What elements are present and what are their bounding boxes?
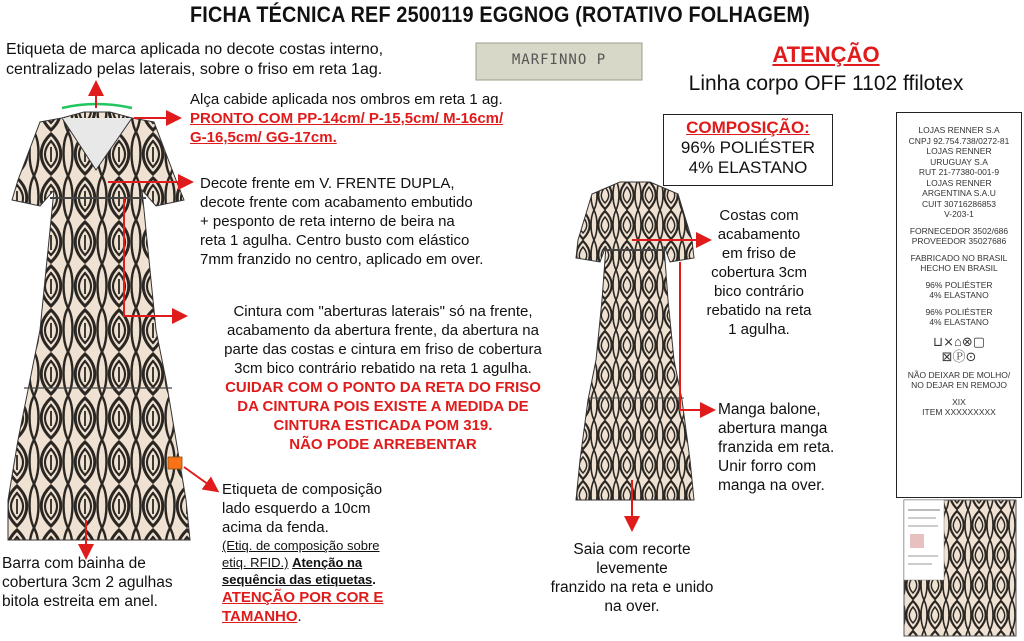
care-label-bottom [897,370,1021,418]
cintura-note: Cintura com "aberturas laterais" só na frente, acabamento da abertura frente, da abertura na parte das costas e cintura em friso de cobertura 3cm bico contrário rebatido na reta 1 agulha. CUIDAR COM O PONTO DA RETA DO FRISO DA CINTURA POIS EXISTE A MEDIDA DE CINTURA ESTICADA POM 319. NÃO PODE ARREBENTAR [224,303,542,453]
care-label-line: ARGENTINA S.A.U [922,188,996,198]
alca-note: Alça cabide aplicada nos ombros em reta 1 ag. PRONTO COM PP-14cm/ P-15,5cm/ M-16cm/ G-16,5cm/ GG-17cm. [190,91,504,146]
dress-front-illustration [8,104,190,540]
care-label [896,112,1022,498]
decote-note: Decote frente em V. FRENTE DUPLA, decote frente com acabamento embutido + pesponto de reta interno de beira na reta 1 agulha. Centro busto com elástico 7mm franzido no centro, aplicado em over. [200,175,484,268]
care-label-bottom-line: NÃO DEIXAR DE MOLHO/ [907,369,1011,380]
care-label-line: RUT 21-77380-001-9 [918,167,1000,177]
saia-note: Saia com recorte levemente franzido na reta e unido na over. [550,541,714,615]
no-bleach-icon: ⨯ [943,333,954,349]
care-label-line: 4% ELASTANO [929,317,989,327]
brand-tag-text: MARFINNO P [511,52,607,68]
etiqueta-composicao-note: Etiqueta de composição lado esquerdo a 10cm acima da fenda. (Etiq. de composição sobre etiq. RFID.) Atenção na sequência das etiquetas. ATENÇÃO POR COR E TAMANHO. [222,481,384,625]
care-label-line: HECHO EN BRASIL [920,263,998,273]
care-label-line: CUIT 30716286853 [921,198,997,209]
dress-back-illustration [576,182,694,500]
manga-note: Manga balone, abertura manga franzida em reta. Unir forro com manga na over. [718,401,835,494]
care-label-line: FABRICADO NO BRASIL [910,252,1008,263]
print-thumbnail [904,500,1016,636]
care-label-line: LOJAS RENNER S.A [918,125,1000,135]
composicao-box: COMPOSIÇÃO: 96% POLIÉSTER 4% ELASTANO [663,114,833,186]
care-label-line: CNPJ 92.754.738/0272-81 [908,135,1010,146]
care-label-lines [897,125,1021,328]
page-title: FICHA TÉCNICA REF 2500119 EGGNOG (ROTATIVO FOLHAGEM) [190,2,810,27]
care-label-line: LOJAS RENNER [926,146,992,156]
care-label-line: LOJAS RENNER [926,177,992,188]
costas-note: Costas com acabamento em friso de cobertura 3cm bico contrário rebatido na reta 1 agulha. [706,207,812,338]
tumble-icon: ⊙ [965,348,977,364]
care-label-bottom-line: XIX [952,396,966,407]
etiqueta-marca-note: Etiqueta de marca aplicada no decote costas interno, centralizado pelas laterais, sobre o friso em reta 1ag. [6,41,384,78]
care-label-line: 96% POLIÉSTER [925,306,993,317]
care-label-line: 96% POLIÉSTER [925,279,993,290]
no-tumble-icon: ⊠ [941,348,953,364]
composicao-title: COMPOSIÇÃO: [686,118,810,137]
care-label-bottom-line: ITEM XXXXXXXXX [922,407,996,417]
care-label-line: FORNECEDOR 3502/686 [909,225,1009,236]
wash-icon: ⊔ [932,333,944,349]
atencao-title: ATENÇÃO [772,42,880,67]
care-label-bottom-line: NO DEJAR EN REMOJO [911,380,1007,390]
care-label-line: PROVEEDOR 35027686 [911,236,1007,246]
care-symbols [897,334,1021,364]
dry-flat-icon: ▢ [972,333,986,349]
atencao-line: Linha corpo OFF 1102 ffilotex [688,72,964,95]
barra-note: Barra com bainha de cobertura 3cm 2 agulhas bitola estreita em anel. [2,555,173,610]
atencao-block [676,42,976,96]
care-label-line: 4% ELASTANO [929,290,989,300]
dryclean-icon: Ⓟ [952,348,966,364]
iron-icon: ⌂ [954,333,962,349]
no-dryclean-icon: ⊗ [961,333,973,349]
care-label-line: URUGUAY S.A [930,156,988,167]
care-label-line: V-203-1 [944,209,974,219]
